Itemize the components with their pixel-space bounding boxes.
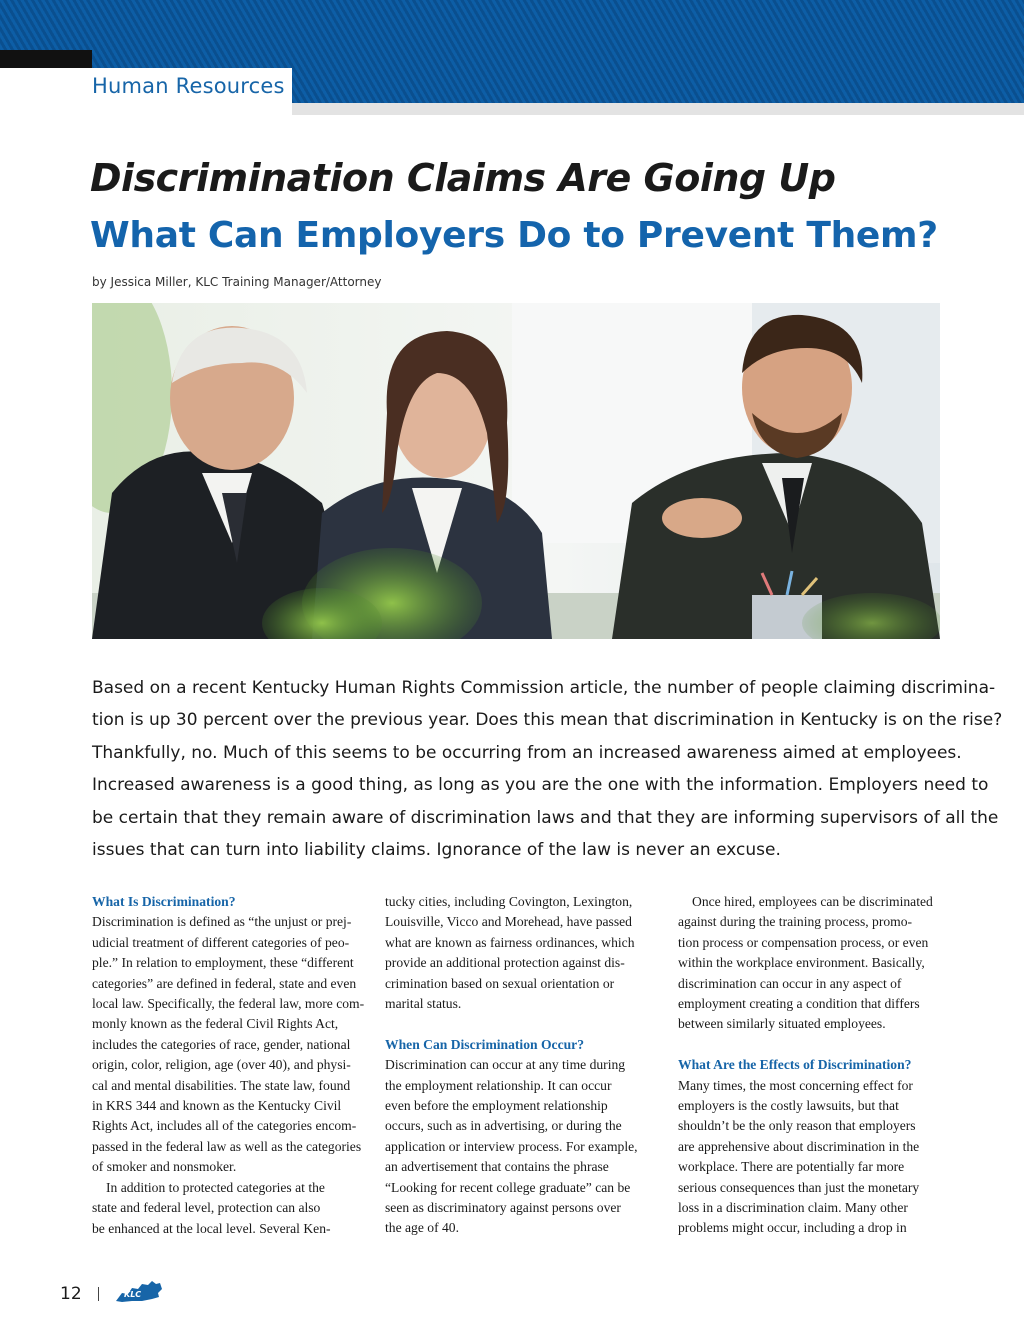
intro-line: be certain that they remain aware of discrimination laws and that they are informing supervisors of all the xyxy=(92,807,999,828)
body-line: cal and mental disabilities. The state law, found xyxy=(92,1077,351,1093)
body-line: against during the training process, promo- xyxy=(678,914,913,930)
intro-line: issues that can turn into liability claims. Ignorance of the law is never an excuse. xyxy=(92,840,781,861)
body-line: discrimination can occur in any aspect of xyxy=(678,975,902,991)
paragraph-gap xyxy=(678,1035,948,1055)
section-label: Human Resources xyxy=(92,74,285,98)
section-heading: What Are the Effects of Discrimination? xyxy=(678,1057,912,1073)
intro-line: tion is up 30 percent over the previous year. Does this mean that discrimination in Kentucky is on the rise? xyxy=(92,710,1003,731)
klc-logo-text: KLC xyxy=(124,1290,142,1299)
body-line: serious consequences than just the monetary xyxy=(678,1179,920,1195)
body-line: even before the employment relationship xyxy=(385,1098,608,1114)
body-line: of smoker and nonsmoker. xyxy=(92,1159,237,1175)
body-line: shouldn’t be the only reason that employers xyxy=(678,1118,916,1134)
body-column-1 xyxy=(92,892,365,1239)
body-line: Louisville, Vicco and Morehead, have passed xyxy=(385,914,632,930)
photo-office-meeting-icon xyxy=(92,303,940,639)
body-line: application or interview process. For example, xyxy=(385,1138,638,1154)
body-line: Discrimination is defined as “the unjust or prej- xyxy=(92,914,352,930)
intro-line: Based on a recent Kentucky Human Rights Commission article, the number of people claiming discrimina- xyxy=(92,678,996,698)
body-line: within the workplace environment. Basically, xyxy=(678,955,925,971)
body-line: local law. Specifically, the federal law, more com- xyxy=(92,996,365,1012)
body-line: Discrimination can occur at any time during xyxy=(385,1057,626,1073)
intro-line: Thankfully, no. Much of this seems to be occurring from an increased awareness aimed at employees. xyxy=(92,742,962,763)
article-title-line2: What Can Employers Do to Prevent Them? xyxy=(90,215,938,256)
body-column-2 xyxy=(385,892,655,1239)
body-line: ple.” In relation to employment, these “different xyxy=(92,955,354,971)
section-heading: When Can Discrimination Occur? xyxy=(385,1036,584,1052)
body-line: occurs, such as in advertising, or during the xyxy=(385,1118,622,1134)
intro-line: Increased awareness is a good thing, as long as you are the one with the information. Employers need to xyxy=(92,775,989,796)
body-line: be enhanced at the local level. Several Ken- xyxy=(92,1220,331,1236)
header-gray-strip xyxy=(292,103,1024,115)
body-line: passed in the federal law as well as the categories xyxy=(92,1138,362,1154)
body-line: “Looking for recent college graduate” can be xyxy=(385,1179,631,1195)
body-line: Rights Act, includes all of the categories encom- xyxy=(92,1118,357,1134)
body-line: loss in a discrimination claim. Many other xyxy=(678,1200,908,1216)
article-title-line1: Discrimination Claims Are Going Up xyxy=(90,156,836,200)
body-line: between similarly situated employees. xyxy=(678,1016,886,1032)
body-line: categories” are defined in federal, state and even xyxy=(92,975,357,991)
body-line: an advertisement that contains the phrase xyxy=(385,1159,609,1175)
intro-paragraph xyxy=(92,672,1003,866)
article-photo xyxy=(92,303,940,639)
body-line: seen as discriminatory against persons over xyxy=(385,1200,621,1216)
body-line: workplace. There are potentially far more xyxy=(678,1159,905,1175)
body-line: the employment relationship. It can occur xyxy=(385,1077,612,1093)
byline: by Jessica Miller, KLC Training Manager/Attorney xyxy=(92,275,382,289)
body-line: marital status. xyxy=(385,996,462,1012)
body-line: origin, color, religion, age (over 40), and physi- xyxy=(92,1057,351,1073)
body-line: In addition to protected categories at the xyxy=(106,1179,325,1195)
page-number: 12 xyxy=(60,1284,82,1304)
body-line: monly known as the federal Civil Rights Act, xyxy=(92,1016,339,1032)
body-line: are apprehensive about discrimination in the xyxy=(678,1138,920,1154)
paragraph-gap xyxy=(385,1014,655,1034)
body-line: problems might occur, including a drop in xyxy=(678,1220,907,1236)
body-line: provide an additional protection against dis- xyxy=(385,955,625,971)
body-line: the age of 40. xyxy=(385,1220,459,1236)
body-line: udicial treatment of different categories of peo- xyxy=(92,934,350,950)
body-line: employment creating a condition that differs xyxy=(678,996,920,1012)
body-line: what are known as fairness ordinances, which xyxy=(385,934,635,950)
body-line: in KRS 344 and known as the Kentucky Civil xyxy=(92,1098,342,1114)
body-line: tion process or compensation process, or even xyxy=(678,934,929,950)
body-line: employers is the costly lawsuits, but that xyxy=(678,1098,899,1114)
header-black-bar xyxy=(0,50,92,70)
body-line: crimination based on sexual orientation or xyxy=(385,975,615,991)
body-line: Many times, the most concerning effect for xyxy=(678,1077,913,1093)
body-line: includes the categories of race, gender, national xyxy=(92,1036,351,1052)
footer-separator xyxy=(98,1287,99,1301)
section-heading: What Is Discrimination? xyxy=(92,894,236,909)
body-line: state and federal level, protection can also xyxy=(92,1200,321,1216)
body-column-3 xyxy=(678,892,948,1239)
body-line: tucky cities, including Covington, Lexington, xyxy=(385,894,633,909)
body-line: Once hired, employees can be discriminated xyxy=(692,894,933,909)
